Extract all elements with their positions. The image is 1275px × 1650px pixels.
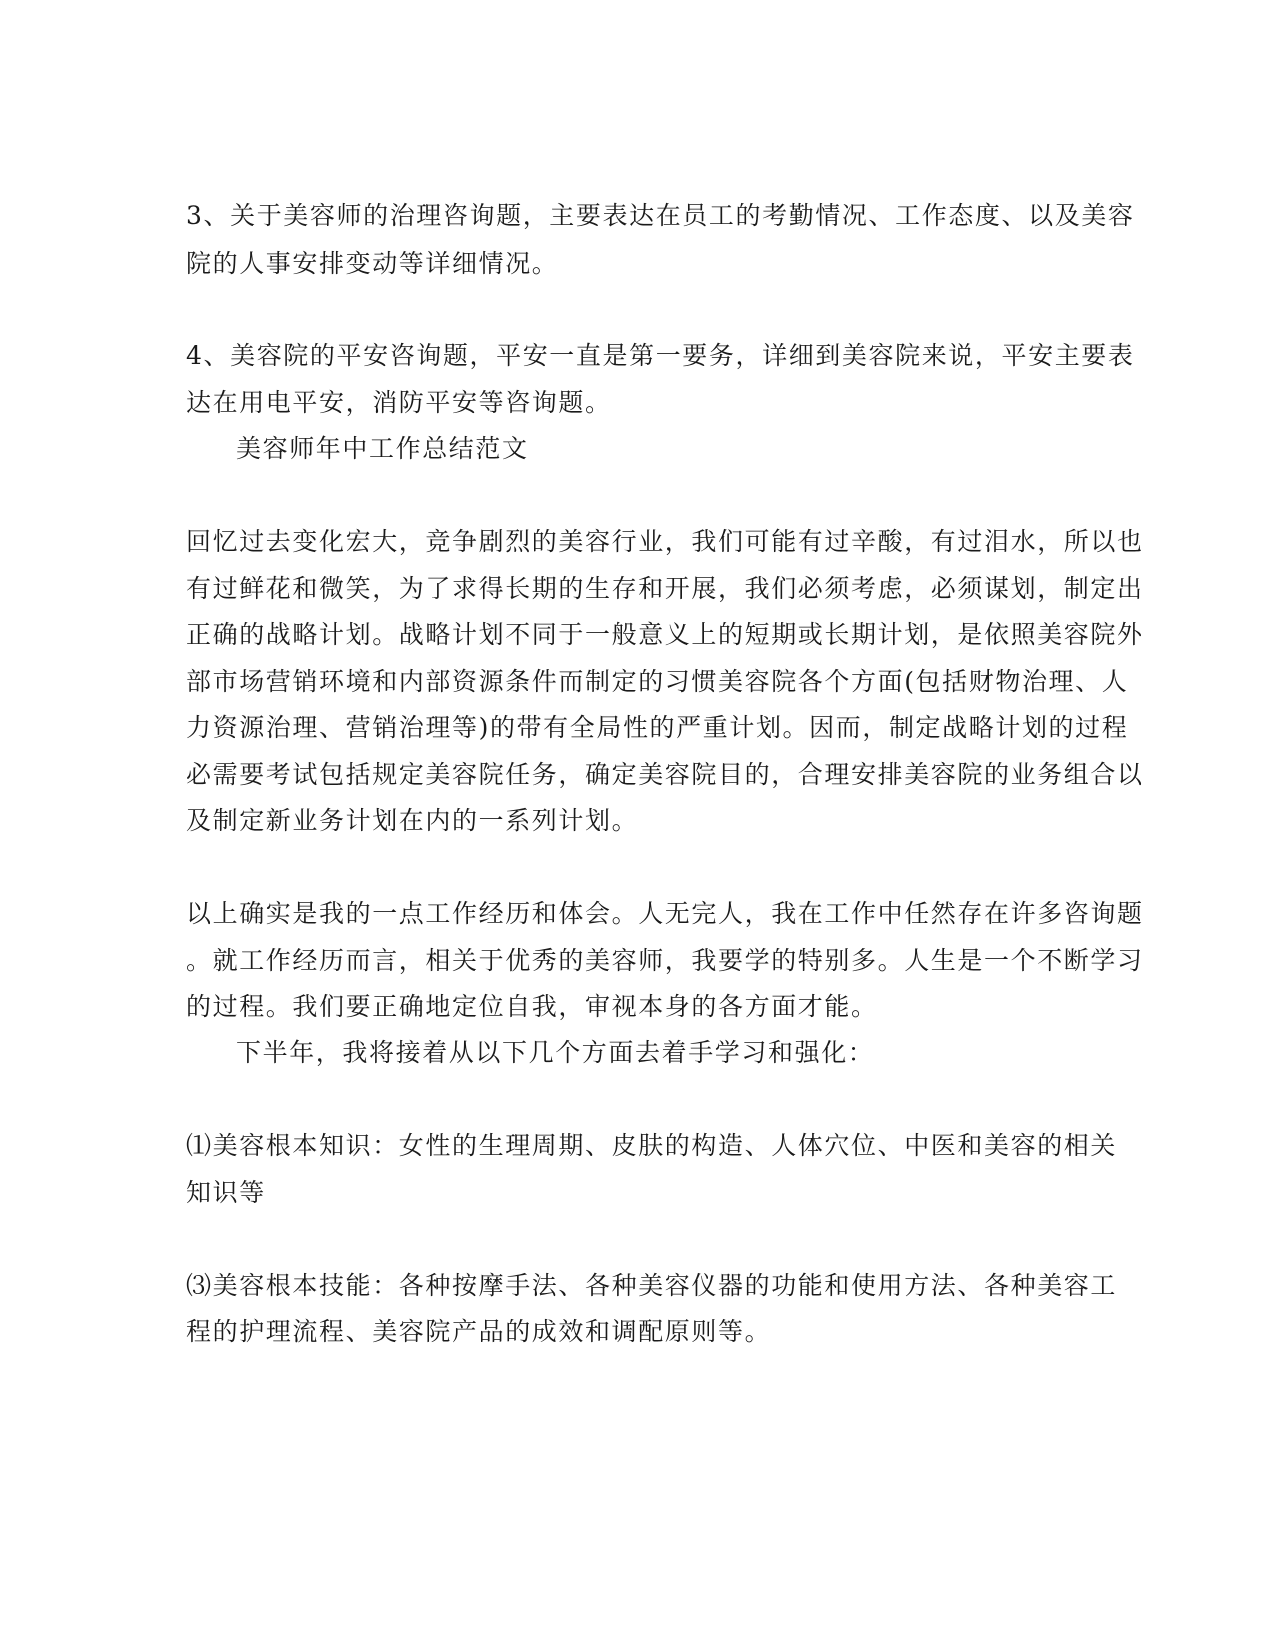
- paragraph-3-line-3: 正确的战略计划。战略计划不同于一般意义上的短期或长期计划，是依照美容院外: [186, 620, 1144, 649]
- paragraph-6-line-2: 知识等: [186, 1178, 266, 1207]
- paragraph-2-line-1: 4、美容院的平安咨询题，平安一直是第一要务，详细到美容院来说，平安主要表: [186, 341, 1135, 370]
- paragraph-3-line-5: 力资源治理、营销治理等)的带有全局性的严重计划。因而，制定战略计划的过程: [186, 713, 1129, 742]
- paragraph-3-line-4: 部市场营销环境和内部资源条件而制定的习惯美容院各个方面(包括财物治理、人: [186, 667, 1129, 696]
- paragraph-6-line-1: ⑴美容根本知识：女性的生理周期、皮肤的构造、人体穴位、中医和美容的相关: [186, 1131, 1118, 1160]
- paragraph-2-line-2: 达在用电平安，消防平安等咨询题。: [186, 388, 612, 417]
- paragraph-7-line-2: 程的护理流程、美容院产品的成效和调配原则等。: [186, 1317, 772, 1346]
- paragraph-3-line-6: 必需要考试包括规定美容院任务，确定美容院目的，合理安排美容院的业务组合以: [186, 760, 1144, 789]
- paragraph-4-line-1: 以上确实是我的一点工作经历和体会。人无完人，我在工作中任然存在许多咨询题: [186, 899, 1144, 928]
- paragraph-3-line-7: 及制定新业务计划在内的一系列计划。: [186, 806, 639, 835]
- paragraph-3-line-2: 有过鲜花和微笑，为了求得长期的生存和开展，我们必须考虑，必须谋划，制定出: [186, 574, 1144, 603]
- section-heading: 美容师年中工作总结范文: [236, 434, 529, 463]
- paragraph-1-line-2: 院的人事安排变动等详细情况。: [186, 249, 559, 278]
- paragraph-7-line-1: ⑶美容根本技能：各种按摩手法、各种美容仪器的功能和使用方法、各种美容工: [186, 1271, 1118, 1300]
- paragraph-4-line-2: 。就工作经历而言，相关于优秀的美容师，我要学的特别多。人生是一个不断学习: [186, 946, 1144, 975]
- paragraph-5: 下半年，我将接着从以下几个方面去着手学习和强化：: [236, 1038, 875, 1067]
- paragraph-4-line-3: 的过程。我们要正确地定位自我，审视本身的各方面才能。: [186, 992, 878, 1021]
- paragraph-3-line-1: 回忆过去变化宏大，竞争剧烈的美容行业，我们可能有过辛酸，有过泪水，所以也: [186, 527, 1144, 556]
- paragraph-1-line-1: 3、关于美容师的治理咨询题，主要表达在员工的考勤情况、工作态度、以及美容: [186, 201, 1135, 230]
